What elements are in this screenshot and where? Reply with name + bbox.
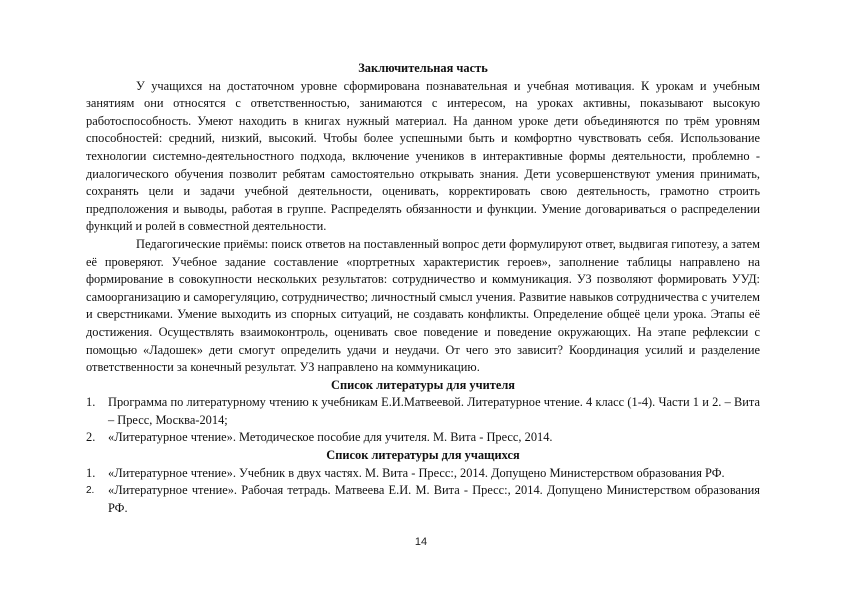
page-number: 14 [414,536,428,548]
conclusion-title: Заключительная часть [358,61,488,75]
list-item [86,482,760,517]
conclusion-paragraph-1: У учащихся на достаточном уровне сформирована познавательная и учебная мотивация. К урокам и учебным занятиям они относятся с ответственностью, занимаются с интересом, на уроках активны, показывают высокую работоспособность. Умеют находить в книгах нужный материал. На данном уроке дети объединяются по трём уровням способностей: средний, низкий, высокий. Чтобы более успешными быть и комфортно чувствовать себя. Использование технологии системно-деятельностного подхода, включение учеников в интерактивные формы деятельности, проблемно - диалогического обучения позволит ребятам самостоятельно открывать знания. Дети усовершенствуют умения принимать, сохранять цели и задачи учебной деятельности, оценивать, корректировать свою деятельность, грамотно строить предположения и выводы, работая в группе. Распределять обязанности и функции. Умение договариваться о распределении функций и ролей в совместной деятельности. [86,78,760,234]
list-item [86,465,760,483]
list-item [86,394,760,429]
list-item [86,429,760,447]
list-item-text: «Литературное чтение». Рабочая тетрадь. Матвеева Е.И. М. Вита - Пресс:, 2014. Допущено Министерством образования РФ. [108,483,760,515]
list-item-number: 1. [86,465,96,480]
list-item-text: «Литературное чтение». Методическое пособие для учителя. М. Вита - Пресс, 2014. [108,430,553,445]
list-item-number: 1. [86,395,96,410]
student-refs-title: Список литературы для учащихся [326,448,520,463]
list-item-text: Программа по литературному чтению к учебникам Е.И.Матвеевой. Литературное чтение. 4 класс (1-4). Части 1 и 2. – Вита – Пресс, Москва-2014; [108,395,760,427]
student-refs-list [86,465,760,518]
list-item-number: 2. [86,485,95,497]
list-item-text: «Литературное чтение». Учебник в двух частях. М. Вита - Пресс:, 2014. Допущено Министерством образования РФ. [108,465,725,480]
teacher-refs-list [86,394,760,447]
conclusion-paragraph-2: Педагогические приёмы: поиск ответов на поставленный вопрос дети формулируют ответ, выдвигая гипотезу, а затем её проверяют. Учебное задание составление «портретных характеристик героев», заполнение таблицы направлено на формирование в совокупности нескольких результатов: сотрудничество и коммуникация. УЗ позволяют формировать УУД: самоорганизацию и саморегуляцию, сотрудничество; личностный смысл учения. Развитие навыков сотрудничества с учителем и сверстниками. Умение выходить из спорных ситуаций, не создавать конфликты. Определение общеё цели урока. Этапы её достижения. Осуществлять взаимоконтроль, оценивать свое поведение и поведение окружающих. На этапе рефлексии с помощью «Ладошек» дети смогут определить удачи и неудачи. От чего это зависит? Координация усилий и разделение ответственности за конечный результат. УЗ направлено на коммуникацию. [86,236,760,375]
list-item-number: 2. [86,430,96,445]
teacher-refs-title: Список литературы для учителя [331,377,515,392]
page-content [86,60,760,517]
